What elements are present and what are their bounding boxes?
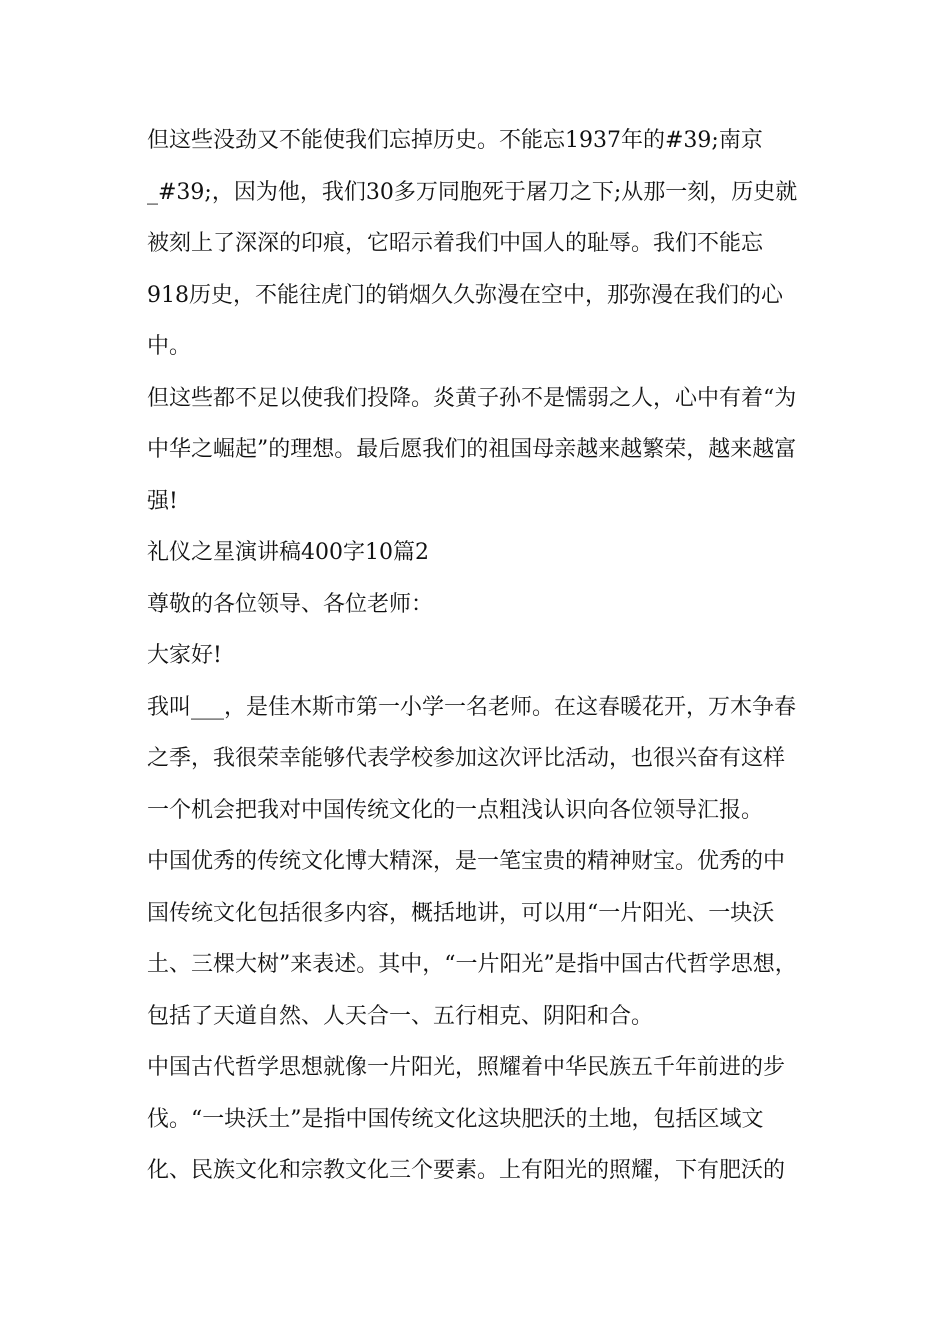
text-line: 中华之崛起”的理想。最后愿我们的祖国母亲越来越繁荣，越来越富 [147, 437, 797, 462]
text-line: 中国古代哲学思想就像一片阳光，照耀着中华民族五千年前进的步 [147, 1055, 786, 1080]
text-line: 强! [147, 488, 178, 514]
text-line: 中。 [147, 334, 192, 359]
greeting: 大家好! [147, 643, 222, 668]
text-line: 但这些没劲又不能使我们忘掉历史。不能忘1937年的#39;南京 [147, 128, 763, 153]
text-line: 但这些都不足以使我们投降。炎黄子孙不是懦弱之人，心中有着“为 [147, 385, 797, 411]
text-line: 土、三棵大树”来表述。其中，“一片阳光”是指中国古代哲学思想， [147, 952, 797, 977]
text-line: 化、民族文化和宗教文化三个要素。上有阳光的照耀，下有肥沃的 [147, 1158, 786, 1183]
text-line: 918历史，不能往虎门的销烟久久弥漫在空中，那弥漫在我们的心 [147, 282, 783, 308]
text-line: 伐。“一块沃土”是指中国传统文化这块肥沃的土地，包括区域文 [147, 1106, 764, 1132]
text-line: 被刻上了深深的印痕，它昭示着我们中国人的耻辱。我们不能忘 [147, 231, 764, 256]
text-line: 之季，我很荣幸能够代表学校参加这次评比活动，也很兴奋有这样 [147, 746, 786, 771]
text-line: 我叫___，是佳木斯市第一小学一名老师。在这春暖花开，万木争春 [147, 694, 797, 720]
text-line: 国传统文化包括很多内容，概括地讲，可以用“一片阳光、一块沃 [147, 900, 775, 926]
section-heading: 礼仪之星演讲稿400字10篇2 [147, 540, 429, 565]
text-line: 包括了天道自然、人天合一、五行相克、阴阳和合。 [147, 1003, 654, 1029]
text-line: 一个机会把我对中国传统文化的一点粗浅认识向各位领导汇报。 [147, 797, 764, 823]
document-body [147, 115, 817, 1197]
text-line: _#39;，因为他，我们30多万同胞死于屠刀之下;从那一刻，历史就 [147, 179, 798, 205]
text-line: 中国优秀的传统文化博大精深，是一笔宝贵的精神财宝。优秀的中 [147, 849, 786, 874]
salutation: 尊敬的各位领导、各位老师： [147, 591, 434, 617]
